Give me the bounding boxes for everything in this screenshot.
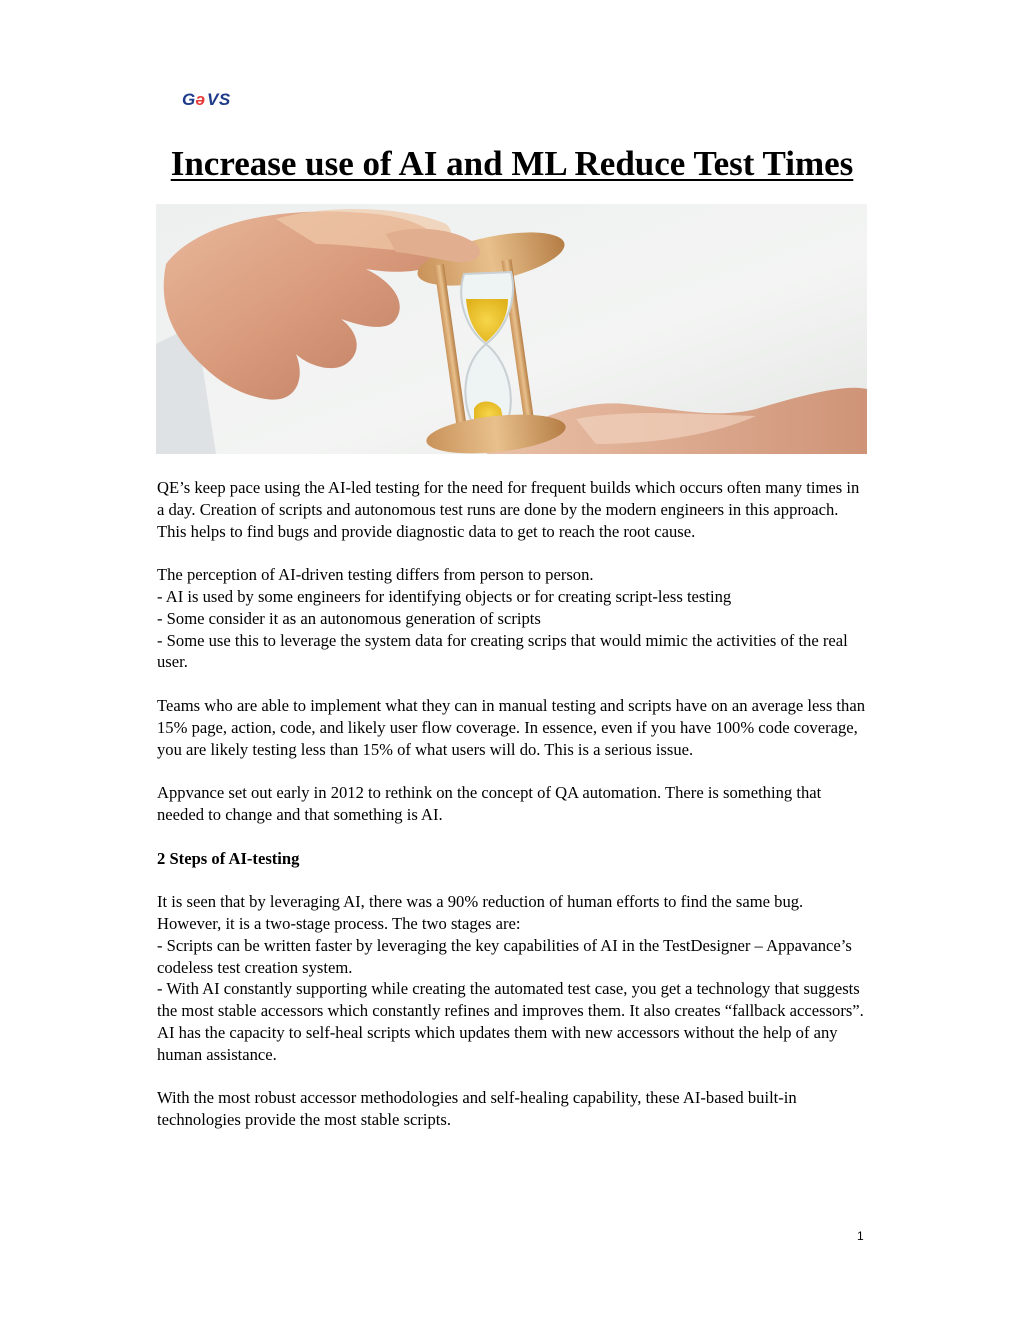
paragraph-perception xyxy=(157,564,869,673)
page-number: 1 xyxy=(857,1229,864,1243)
steps-item: - Scripts can be written faster by leveraging the key capabilities of AI in the TestDesigner – Appavance’s codeless test creation system. xyxy=(157,935,852,977)
paragraph-appvance: Appvance set out early in 2012 to rethink on the concept of QA automation. There is something that needed to change and that something is AI. xyxy=(157,783,822,824)
steps-intro: It is seen that by leveraging AI, there was a 90% reduction of human efforts to find the same bug. However, it is a two-stage process. The two stages are: xyxy=(157,892,804,933)
hourglass-photo xyxy=(156,204,867,454)
gavs-logo xyxy=(182,89,254,109)
svg-text:ə: ə xyxy=(195,90,205,109)
svg-text:G: G xyxy=(182,90,196,109)
steps-item: - With AI constantly supporting while creating the automated test case, you get a technology that suggests the most stable accessors which constantly refines and improves them. It also creates “fallback accessors”. AI has the capacity to self-heal scripts which updates them with new accessors without the help of any human assistance. xyxy=(157,979,864,1064)
body-text xyxy=(157,477,869,1153)
perception-item: - Some consider it as an autonomous generation of scripts xyxy=(157,608,541,628)
section-heading: 2 Steps of AI-testing xyxy=(157,848,300,868)
paragraph-intro: QE’s keep pace using the AI-led testing for the need for frequent builds which occurs often many times in a day. Creation of scripts and autonomous test runs are done by the modern engineers in this approach. This helps to find bugs and provide diagnostic data to get to reach the root cause. xyxy=(157,478,860,541)
perception-intro: The perception of AI-driven testing differs from person to person. xyxy=(157,565,594,585)
svg-text:VS: VS xyxy=(207,90,231,109)
perception-item: - AI is used by some engineers for identifying objects or for creating script-less testing xyxy=(157,586,732,606)
paragraph-steps xyxy=(157,891,869,1065)
paragraph-coverage: Teams who are able to implement what they can in manual testing and scripts have on an average less than 15% page, action, code, and likely user flow coverage. In essence, even if you have 100% code coverage, you are likely testing less than 15% of what users will do. This is a serious issue. xyxy=(157,695,865,759)
perception-item: - Some use this to leverage the system data for creating scrips that would mimic the activities of the real user. xyxy=(157,630,848,672)
page-title: Increase use of AI and ML Reduce Test Times xyxy=(170,144,854,183)
paragraph-conclusion: With the most robust accessor methodologies and self-healing capability, these AI-based built-in technologies provide the most stable scripts. xyxy=(157,1088,797,1130)
